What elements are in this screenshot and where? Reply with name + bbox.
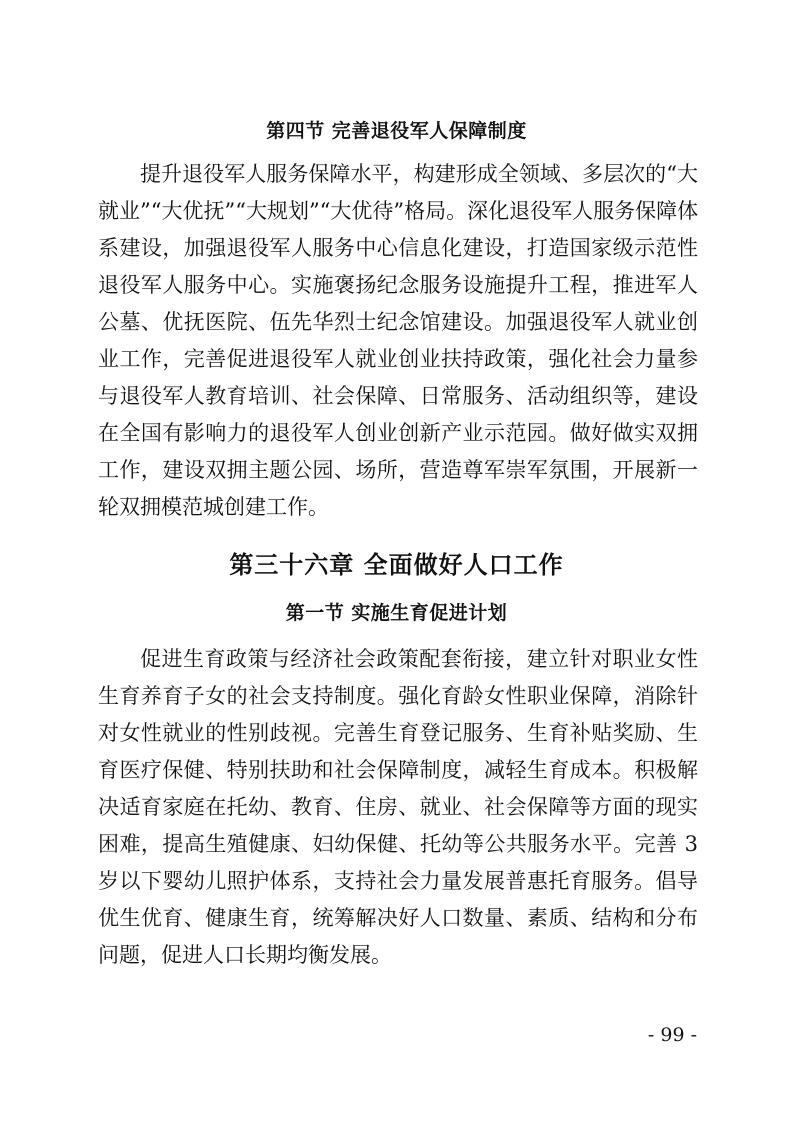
text-line: 系建设，加强退役军人服务中心信息化建设，打造国家级示范性	[98, 236, 698, 260]
text-line: 轮双拥模范城创建工作。	[98, 495, 329, 519]
text-line: 岁以下婴幼儿照护体系，支持社会力量发展普惠托育服务。倡导	[98, 869, 698, 893]
paragraph-retired-soldiers	[98, 156, 698, 526]
text-line: 在全国有影响力的退役军人创业创新产业示范园。做好做实双拥	[98, 421, 698, 445]
text-line: 优生优育、健康生育，统筹解决好人口数量、素质、结构和分布	[98, 906, 698, 930]
text-line: 育医疗保健、特别扶助和社会保障制度，减轻生育成本。积极解	[98, 758, 698, 782]
text-line: 提升退役军人服务保障水平，构建形成全领域、多层次的“大	[140, 162, 698, 186]
text-line: 困难，提高生殖健康、妇幼保健、托幼等公共服务水平。完善 3	[98, 832, 698, 856]
text-line: 就业”“大优抚”“大规划”“大优待”格局。深化退役军人服务保障体	[98, 199, 699, 223]
text-line: 对女性就业的性别歧视。完善生育登记服务、生育补贴奖励、生	[98, 721, 698, 745]
text-line: 公墓、优抚医院、伍先华烈士纪念馆建设。加强退役军人就业创	[98, 310, 698, 334]
paragraph-birth-promotion	[98, 641, 698, 974]
text-line: 问题，促进人口长期均衡发展。	[98, 943, 392, 967]
text-line: 退役军人服务中心。实施褒扬纪念服务设施提升工程，推进军人	[98, 273, 698, 297]
text-line: 业工作，完善促进退役军人就业创业扶持政策，强化社会力量参	[98, 347, 698, 371]
text-line: 生育养育子女的社会支持制度。强化育龄女性职业保障，消除针	[98, 684, 698, 708]
section-title-retired-soldiers: 第四节 完善退役军人保障制度	[266, 120, 527, 142]
page-number: - 99 -	[647, 1024, 697, 1046]
chapter-title-population: 第三十六章 全面做好人口工作	[229, 551, 564, 579]
text-line: 决适育家庭在托幼、教育、住房、就业、社会保障等方面的现实	[98, 795, 698, 819]
section-title-birth-promotion: 第一节 实施生育促进计划	[285, 602, 508, 624]
text-line: 促进生育政策与经济社会政策配套衔接，建立针对职业女性	[140, 647, 698, 671]
text-line: 与退役军人教育培训、社会保障、日常服务、活动组织等，建设	[98, 384, 698, 408]
text-line: 工作，建设双拥主题公园、场所，营造尊军崇军氛围，开展新一	[98, 458, 698, 482]
